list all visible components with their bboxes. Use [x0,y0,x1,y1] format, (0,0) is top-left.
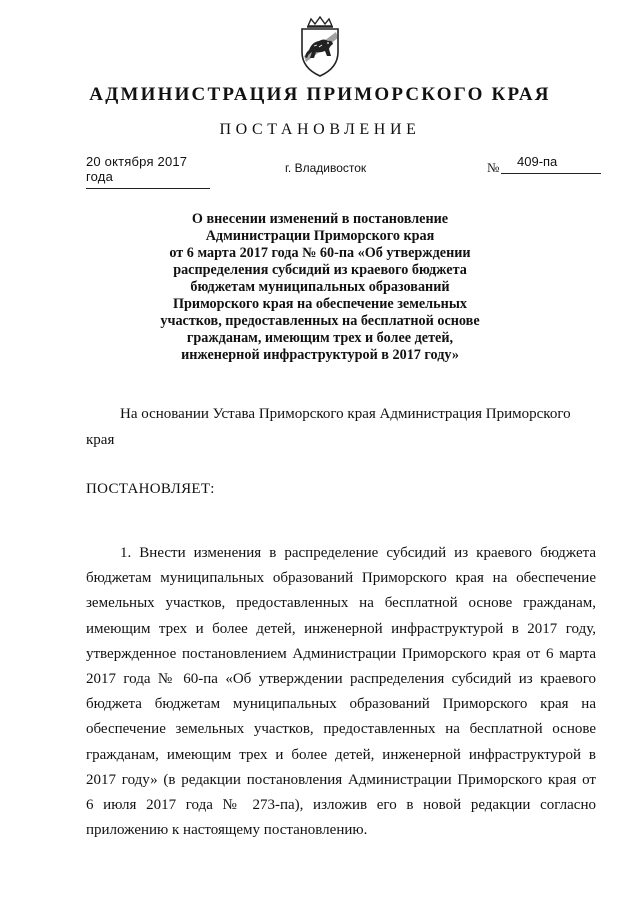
title-line: бюджетам муниципальных образований [190,279,450,295]
paragraph-line: 2017 года № 60-па «Об утверждении распределения субсидий из краевого [86,670,596,687]
paragraph-line: гражданам, имеющим трех и более детей, инженерной инфраструктурой в [86,746,596,763]
document-date-field [86,156,210,189]
document-city: г. Владивосток [285,161,367,175]
preamble-line-text: На основании Устава Приморского края Администрация Приморского [120,406,571,422]
coat-of-arms-icon [294,16,346,78]
title-line: гражданам, имеющим трех и более детей, [186,330,454,346]
document-number-field [501,156,601,174]
paragraph-line: бюджета бюджетам муниципальных образований Приморского края на [86,696,596,713]
organization-title: АДМИНИСТРАЦИЯ ПРИМОРСКОГО КРАЯ [89,84,551,105]
paragraph-line: земельных участков, предоставленных на бесплатной основе гражданам, [86,595,596,612]
paragraph-line: приложению к настоящему постановлению. [86,822,368,839]
preamble-line: края [86,432,115,448]
paragraph-line: 1. Внести изменения в распределение субсидий из краевого бюджета [120,545,596,561]
title-line: О внесении изменений в постановление [191,211,449,227]
decree-word: ПОСТАНОВЛЯЕТ: [86,481,215,497]
preamble-line [86,401,606,427]
paragraph-line: 2017 году» (в редакции постановления Администрации Приморского края от [86,771,596,788]
title-line: участков, предоставленных на бесплатной основе [160,313,480,329]
document-title [130,211,510,364]
paragraph-1 [86,541,596,843]
number-sign: № [487,160,500,175]
title-line: Приморского края на обеспечение земельных [172,296,467,312]
document-date: 20 октября 2017 года [86,154,188,184]
paragraph-line: обеспечение земельных участков, предоставленных на бесплатной основе [86,721,596,738]
paragraph-line: утвержденное постановлением Администрации Приморского края от 6 марта [86,645,596,662]
paragraph-line: имеющим трех и более детей, инженерной инфраструктурой в 2017 году, [86,620,596,637]
title-line: инженерной инфраструктурой в 2017 году» [181,347,459,363]
preamble-text [86,401,606,453]
paragraph-line: 6 июля 2017 года № 273-па), изложив его в новой редакции согласно [86,796,596,813]
title-line: от 6 марта 2017 года № 60-па «Об утверждении [169,245,471,261]
document-meta-line [0,156,640,182]
document-number: 409-па [517,154,558,169]
paragraph-line: бюджетам муниципальных образований Приморского края на обеспечение [86,570,596,587]
title-line: распределения субсидий из краевого бюджета [173,262,467,278]
document-type: ПОСТАНОВЛЕНИЕ [219,121,421,138]
title-line: Администрации Приморского края [205,228,435,244]
